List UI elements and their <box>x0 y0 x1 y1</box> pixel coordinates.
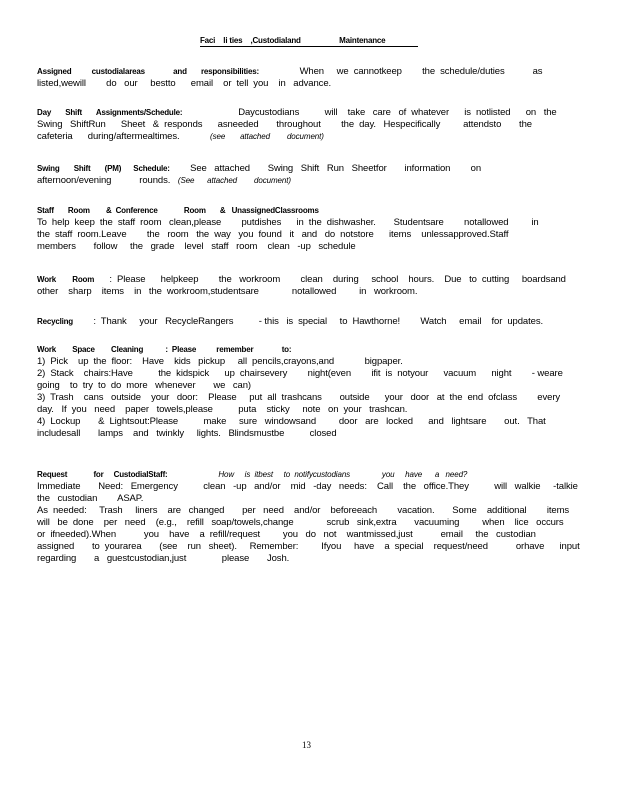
section-text: Immediate Need: Emergency clean -up and/or mid -day needs: Call the office.They will walkie -talkie <box>37 481 578 492</box>
section-staff-room <box>37 205 548 253</box>
section-line <box>37 163 548 175</box>
list-item: includesall lamps and twinkly lights. Blindsmustbe closed <box>37 428 337 439</box>
section-line <box>37 66 548 78</box>
section-heading: Staff Room & Conference Room & UnassignedClassrooms <box>37 206 319 215</box>
section-text: members follow the grade level staff room clean -up schedule <box>37 241 356 252</box>
section-line <box>37 469 548 481</box>
section-text: the staff room.Leave the room the way you found it and do notstore items unlessapproved.Staff <box>37 229 509 240</box>
section-text: will be done per need (e.g., refill soap/towels,change scrub sink,extra vacuuming when lice occurs <box>37 517 564 528</box>
page-number: 13 <box>302 740 311 750</box>
section-text: the custodian ASAP. <box>37 493 144 504</box>
list-item: day. If you need paper towels,please puta sticky note on your trashcan. <box>37 404 408 415</box>
section-heading: Work Room <box>37 275 95 284</box>
section-line <box>37 274 566 286</box>
section-heading: Assigned custodialareas and responsibilities: <box>37 67 259 76</box>
list-item: 3) Trash cans outside your door: Please put all trashcans outside your door at the end ofclass every <box>37 392 561 403</box>
section-text: afternoon/evening rounds. <box>37 175 171 186</box>
section-text: other sharp items in the workroom,studentsare notallowed in workroom. <box>37 286 418 297</box>
section-text: As needed: Trash liners are changed per need and/or beforeeach vacation. Some additional items <box>37 505 570 516</box>
section-request <box>37 469 580 565</box>
section-heading: Day Shift Assignments/Schedule: <box>37 108 183 117</box>
section-line <box>37 316 548 328</box>
page-title: Faci li ties ,Custodialand Maintenance <box>200 36 418 47</box>
list-item: going to try to do more whenever we can) <box>37 380 251 391</box>
section-text: Swing ShiftRun Sheet & responds asneeded throughout the day. Hespecifically attendsto the <box>37 119 532 130</box>
section-heading: Swing Shift (PM) Schedule: <box>37 164 170 173</box>
section-question: How is itbest to notifycustodians you have a need? <box>218 470 468 479</box>
section-work-room <box>37 274 566 298</box>
list-item: 1) Pick up the floor: Have kids pickup all pencils,crayons,and bigpaper. <box>37 356 403 367</box>
section-text: regarding a guestcustodian,just please Josh. <box>37 553 290 564</box>
list-item: 2) Stack chairs:Have the kidspick up chairsevery night(even ifit is notyour vacuum night - weare <box>37 368 563 379</box>
section-heading: Work Space Cleaning : Please remember to: <box>37 345 292 354</box>
section-text: See attached Swing Shift Run Sheetfor information on <box>190 163 482 174</box>
section-text: assigned to yourarea (see run sheet). Remember: Ifyou have a special request/need orhave input <box>37 541 580 552</box>
section-note: (see attached document) <box>210 132 324 141</box>
section-work-space <box>37 344 563 440</box>
section-line <box>37 131 548 143</box>
section-note: (See attached document) <box>177 176 291 185</box>
section-text: : Thank your RecycleRangers - this is special to Hawthorne! Watch email for updates. <box>93 316 544 327</box>
section-text: cafeteria during/aftermealtimes. <box>37 131 180 142</box>
section-heading: Request for CustodialStaff: <box>37 470 168 479</box>
section-text: When we cannotkeep the schedule/duties as <box>299 66 543 77</box>
section-text: To help keep the staff room clean,please putdishes in the dishwasher. Studentsare notallowed in <box>37 217 539 228</box>
section-text: listed,wewill do our bestto email or tell you in advance. <box>37 78 332 89</box>
section-text: Daycustodians will take care of whatever is notlisted on the <box>238 107 557 118</box>
list-item: 4) Lockup & Lightsout:Please make sure windowsand door are locked and lightsare out. That <box>37 416 546 427</box>
section-assigned <box>37 66 548 90</box>
section-heading: Recycling <box>37 317 73 326</box>
section-line <box>37 107 557 119</box>
section-day-shift <box>37 107 557 143</box>
section-text: : Please helpkeep the workroom clean during school hours. Due to cutting boardsand <box>109 274 566 285</box>
section-recycling <box>37 316 548 328</box>
section-line <box>37 175 548 187</box>
section-text: or ifneeded).When you have a refill/request you do not wantmissed,just email the custodian <box>37 529 536 540</box>
section-swing-shift <box>37 163 548 187</box>
